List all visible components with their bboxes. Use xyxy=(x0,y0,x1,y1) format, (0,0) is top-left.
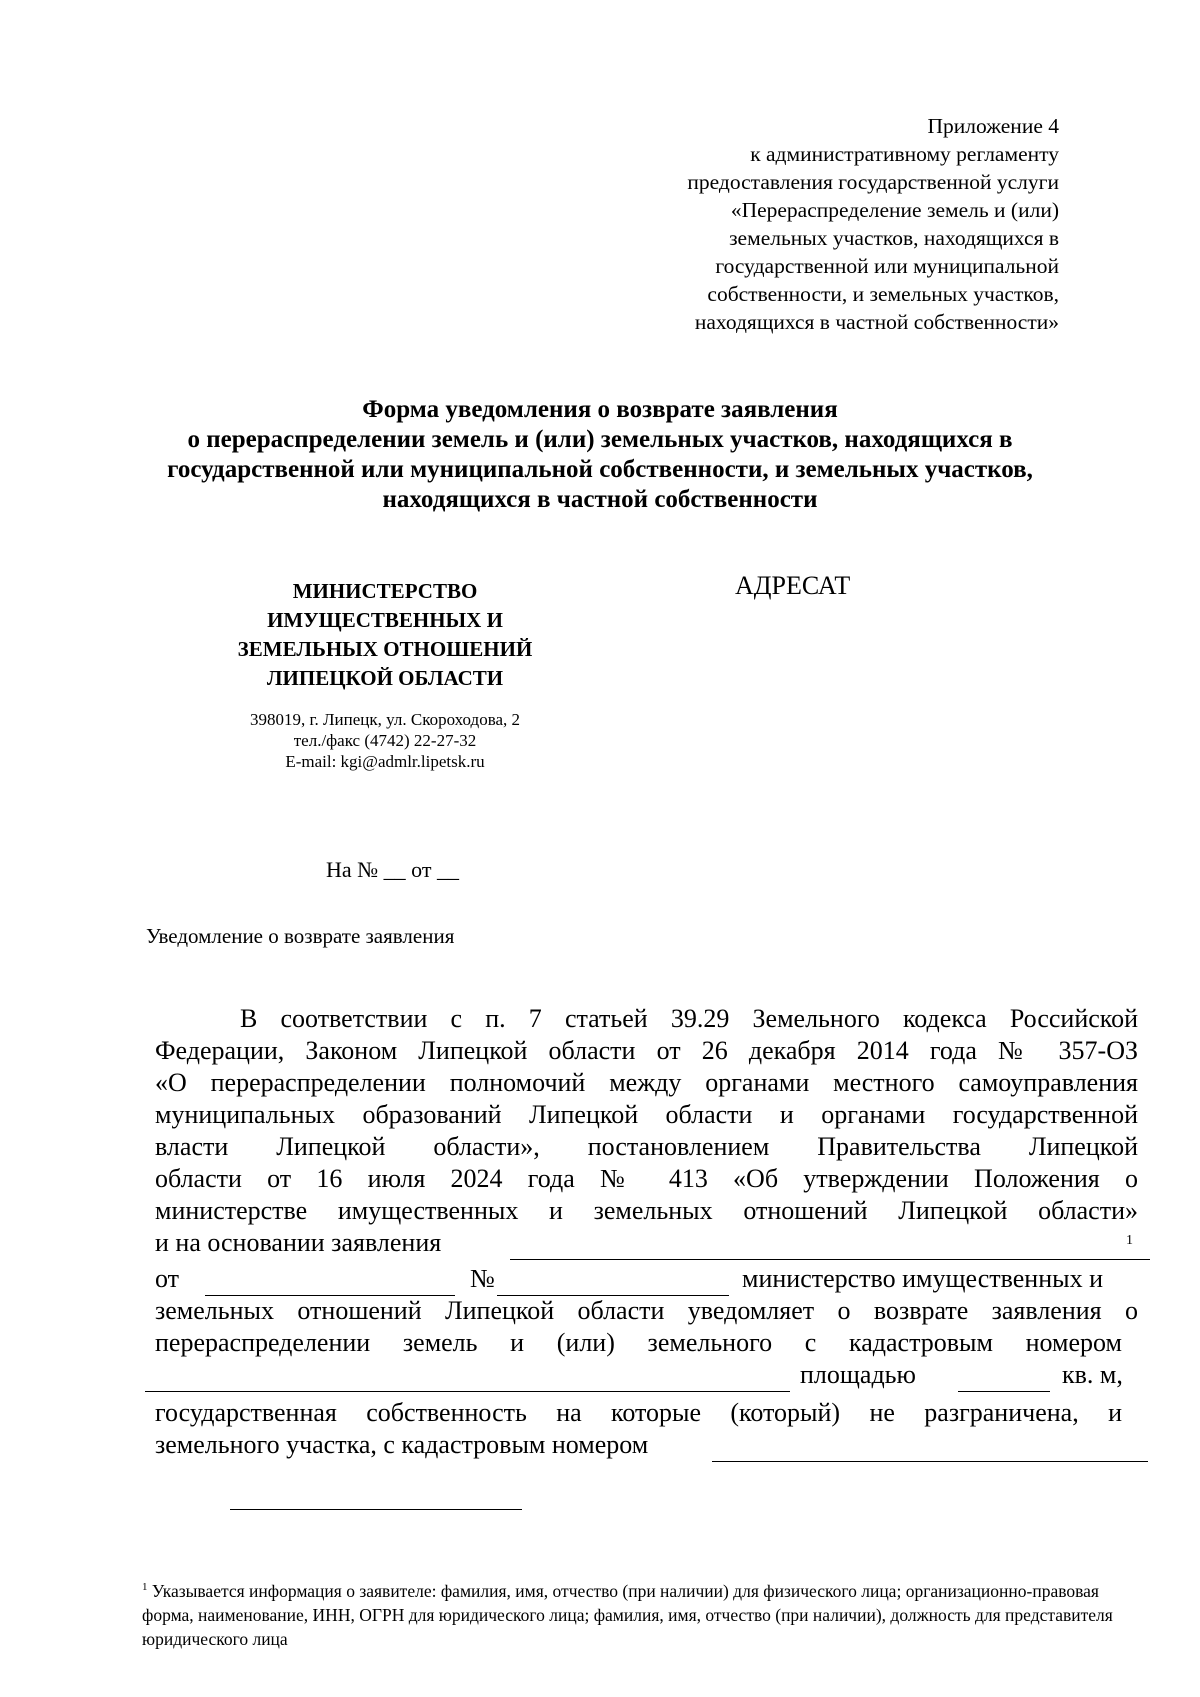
body-line: муниципальных образований Липецкой области и органами государственной xyxy=(155,1100,1138,1129)
body-line: кв. м, xyxy=(1062,1360,1123,1389)
appendix-line: государственной или муниципальной xyxy=(715,254,1059,278)
ministry-phone: тел./факс (4742) 22-27-32 xyxy=(293,731,477,750)
appendix-line: к административному регламенту xyxy=(750,142,1059,166)
body-line: министерстве имущественных и земельных отношений Липецкой области» xyxy=(155,1196,1138,1225)
footnote-separator xyxy=(230,1509,522,1510)
ministry-contacts xyxy=(195,709,575,772)
body-line: и на основании заявления xyxy=(155,1228,442,1257)
body-line: «О перераспределении полномочий между органами местного самоуправления xyxy=(155,1068,1138,1097)
body-line: Федерации, Законом Липецкой области от 26 декабря 2014 года № 357-ОЗ xyxy=(155,1036,1138,1065)
cadastral-fill-line xyxy=(145,1391,790,1392)
body-line: государственная собственность на которые (который) не разграничена, и xyxy=(155,1398,1122,1427)
body-line: области от 16 июля 2024 года № 413 «Об утверждении Положения о xyxy=(155,1164,1138,1193)
body-line: министерство имущественных и xyxy=(742,1264,1103,1293)
recipient-label: АДРЕСАТ xyxy=(735,571,851,600)
footnote-mark: 1 xyxy=(142,1581,148,1593)
notice-heading: Уведомление о возврате заявления xyxy=(146,924,455,948)
title-line: находящихся в частной собственности xyxy=(382,486,818,513)
body-line: земельного участка, с кадастровым номером xyxy=(155,1430,649,1459)
body-line: власти Липецкой области», постановлением Правительства Липецкой xyxy=(155,1132,1138,1161)
body-line: площадью xyxy=(800,1360,916,1389)
ministry-line: ЛИПЕЦКОЙ ОБЛАСТИ xyxy=(266,666,504,690)
ministry-name xyxy=(195,577,575,693)
ministry-line: МИНИСТЕРСТВО xyxy=(292,579,478,603)
body-line: земельных отношений Липецкой области уведомляет о возврате заявления о xyxy=(155,1296,1138,1325)
appendix-line: находящихся в частной собственности» xyxy=(694,310,1059,334)
footnote-text: Указывается информация о заявителе: фамилия, имя, отчество (при наличии) для физического лица; организационно-правовая форма, наименование, ИНН, ОГРН для юридического лица; фамилия, имя, отчество (при наличии), должность для представителя юридического лица xyxy=(142,1580,1113,1649)
appendix-line: Приложение 4 xyxy=(927,114,1059,138)
reference-line: На № __ от __ xyxy=(326,857,459,882)
body-line: № xyxy=(470,1264,495,1293)
body-line: от xyxy=(155,1264,180,1293)
body-line: В соответствии с п. 7 статьей 39.29 Земельного кодекса Российской xyxy=(240,1004,1138,1033)
footnote-reference: 1 xyxy=(1126,1233,1133,1248)
title-line: государственной или муниципальной собственности, и земельных участков, xyxy=(167,456,1033,483)
appendix-line: предоставления государственной услуги xyxy=(687,170,1059,194)
appendix-line: собственности, и земельных участков, xyxy=(707,282,1059,306)
appendix-line: земельных участков, находящихся в xyxy=(729,226,1059,250)
area-fill-line xyxy=(958,1391,1050,1392)
appendix-block xyxy=(539,112,1059,336)
footnote xyxy=(142,1575,1152,1651)
cadastral-fill-line xyxy=(712,1461,1148,1462)
body-line: перераспределении земель и (или) земельного с кадастровым номером xyxy=(155,1328,1122,1357)
applicant-fill-line xyxy=(510,1259,1150,1260)
title-line: о перераспределении земель и (или) земельных участков, находящихся в xyxy=(187,426,1013,453)
ministry-line: ИМУЩЕСТВЕННЫХ И xyxy=(267,608,503,632)
title-line: Форма уведомления о возврате заявления xyxy=(362,396,838,423)
ministry-line: ЗЕМЕЛЬНЫХ ОТНОШЕНИЙ xyxy=(237,637,533,661)
document-title xyxy=(100,395,1100,515)
ministry-email: E-mail: kgi@admlr.lipetsk.ru xyxy=(285,752,485,771)
ministry-address: 398019, г. Липецк, ул. Скороходова, 2 xyxy=(249,710,521,729)
appendix-line: «Перераспределение земель и (или) xyxy=(730,198,1059,222)
